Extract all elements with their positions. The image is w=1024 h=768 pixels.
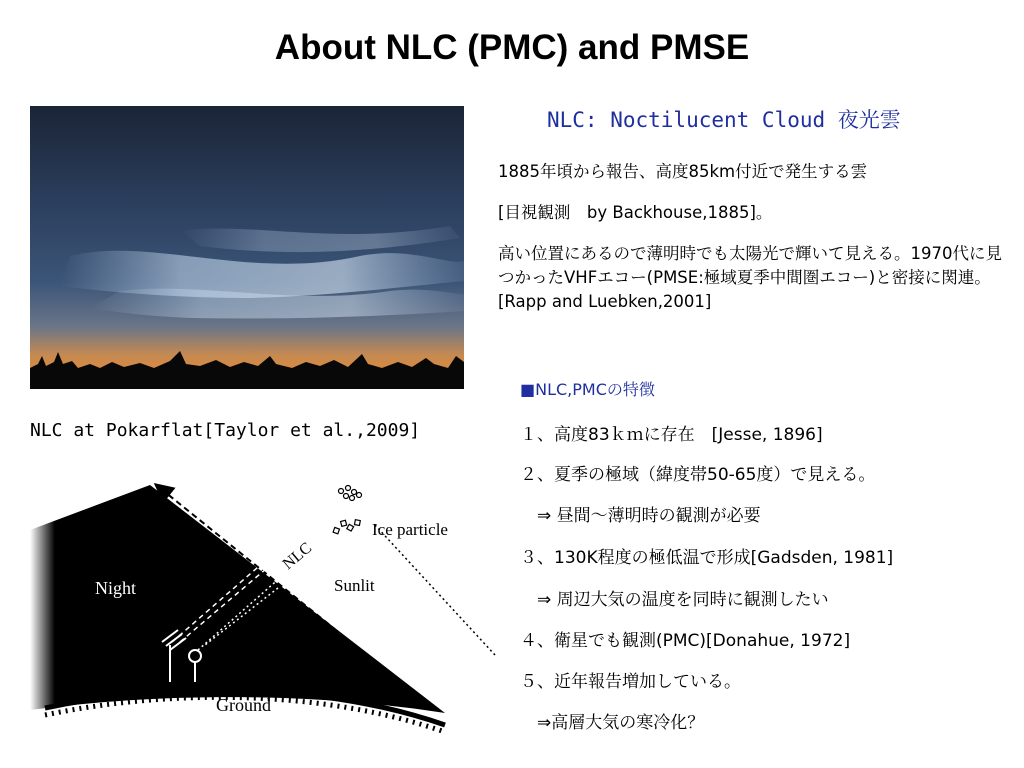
label-pmse: PMSE <box>243 511 287 552</box>
label-nlc: NLC <box>279 539 316 574</box>
nlc-paragraph-3: 高い位置にあるので薄明時でも太陽光で輝いて見える。1970代に見つかったVHFエコー(PMSE:極域夏季中間圏エコー)と密接に関連。[Rapp and Luebken,2001] <box>498 244 1002 311</box>
nlc-paragraph-2: [目視観測 by Backhouse,1885]。 <box>498 203 773 222</box>
label-ground: Ground <box>216 695 271 715</box>
feature-item: ⇒ 昼間～薄明時の観測が必要 <box>520 506 761 526</box>
feature-item: ３、130K程度の極低温で形成[Gadsden, 1981] <box>520 548 894 568</box>
nlc-pmse-diagram <box>30 470 510 760</box>
label-sunlit: Sunlit <box>334 576 375 595</box>
feature-item: ４、衛星でも観測(PMC)[Donahue, 1972] <box>520 631 851 651</box>
features-heading: ■NLC,PMCの特徴 <box>520 380 655 399</box>
feature-item: ２、夏季の極域（緯度帯50-65度）で見える。 <box>520 465 876 485</box>
feature-item: １、高度83ｋｍに存在 [Jesse, 1896] <box>520 425 823 445</box>
label-ice-particle: Ice particle <box>372 520 448 539</box>
nlc-paragraph-1: 1885年頃から報告、高度85km付近で発生する雲 <box>498 162 868 181</box>
feature-item: ５、近年報告増加している。 <box>520 672 741 692</box>
nlc-photo <box>30 106 464 389</box>
feature-item: ⇒ 周辺大気の温度を同時に観測したい <box>520 590 829 610</box>
label-night: Night <box>95 578 137 598</box>
nlc-heading: NLC: Noctilucent Cloud 夜光雲 <box>547 108 901 132</box>
feature-item: ⇒高層大気の寒冷化？ <box>520 713 705 733</box>
slide-title: About NLC (PMC) and PMSE <box>274 28 750 67</box>
photo-caption: NLC at Pokarflat[Taylor et al.,2009] <box>30 420 421 441</box>
